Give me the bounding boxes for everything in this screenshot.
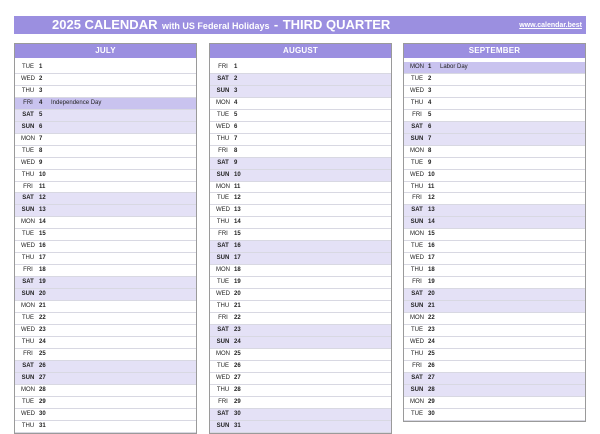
day-number: 22 bbox=[428, 315, 435, 322]
weekday-label: FRI bbox=[412, 279, 422, 286]
day-row bbox=[210, 98, 391, 110]
day-number: 2 bbox=[39, 75, 43, 82]
weekday-label: WED bbox=[21, 326, 35, 333]
weekday-label: MON bbox=[410, 315, 424, 322]
day-row bbox=[15, 421, 196, 433]
weekday-label: SAT bbox=[22, 111, 34, 118]
day-number: 30 bbox=[234, 410, 241, 417]
weekday-label: SAT bbox=[22, 195, 34, 202]
day-number: 17 bbox=[428, 255, 435, 262]
day-row bbox=[15, 301, 196, 313]
day-number: 12 bbox=[234, 195, 241, 202]
weekday-label: SUN bbox=[216, 422, 230, 429]
weekday-label: SAT bbox=[22, 279, 34, 286]
day-row bbox=[210, 134, 391, 146]
day-row bbox=[210, 289, 391, 301]
weekday-label: MON bbox=[410, 147, 424, 154]
day-number: 11 bbox=[428, 183, 435, 190]
day-row bbox=[15, 373, 196, 385]
holiday-row bbox=[404, 62, 585, 74]
month-column-august bbox=[209, 43, 392, 434]
day-number: 15 bbox=[39, 231, 46, 238]
day-number: 11 bbox=[234, 183, 241, 190]
day-row bbox=[15, 122, 196, 134]
day-row bbox=[15, 325, 196, 337]
weekday-label: MON bbox=[21, 219, 35, 226]
month-column-july bbox=[14, 43, 197, 434]
day-number: 19 bbox=[39, 279, 46, 286]
weekday-label: MON bbox=[410, 398, 424, 405]
day-number: 11 bbox=[39, 183, 46, 190]
weekday-label: SUN bbox=[216, 255, 230, 262]
day-number: 25 bbox=[234, 350, 241, 357]
weekday-label: TUE bbox=[217, 362, 229, 369]
weekday-label: SAT bbox=[411, 374, 423, 381]
day-list bbox=[210, 62, 391, 433]
day-row bbox=[210, 421, 391, 433]
day-number: 1 bbox=[428, 64, 432, 70]
weekday-label: FRI bbox=[218, 398, 228, 405]
weekday-label: TUE bbox=[411, 159, 423, 166]
weekday-label: THU bbox=[216, 386, 230, 393]
weekday-label: MON bbox=[216, 350, 230, 357]
day-row bbox=[404, 385, 585, 397]
day-row bbox=[210, 409, 391, 421]
day-number: 29 bbox=[234, 398, 241, 405]
day-row bbox=[15, 193, 196, 205]
month-header: JULY bbox=[15, 44, 196, 58]
day-number: 25 bbox=[39, 350, 46, 357]
day-number: 17 bbox=[39, 255, 46, 262]
day-number: 23 bbox=[234, 326, 241, 333]
day-row bbox=[210, 373, 391, 385]
weekday-label: WED bbox=[216, 291, 230, 298]
year-title: 2025 CALENDAR bbox=[52, 17, 158, 32]
day-row bbox=[210, 301, 391, 313]
day-row bbox=[404, 397, 585, 409]
day-number: 8 bbox=[428, 147, 432, 154]
day-number: 18 bbox=[428, 267, 435, 274]
weekday-label: TUE bbox=[217, 111, 229, 118]
day-number: 27 bbox=[234, 374, 241, 381]
day-row bbox=[15, 289, 196, 301]
day-row bbox=[404, 74, 585, 86]
month-header: AUGUST bbox=[210, 44, 391, 58]
day-row bbox=[404, 170, 585, 182]
day-number: 10 bbox=[428, 171, 435, 178]
day-number: 27 bbox=[428, 374, 435, 381]
day-row bbox=[15, 62, 196, 74]
day-number: 9 bbox=[39, 159, 43, 166]
day-row bbox=[15, 158, 196, 170]
day-number: 22 bbox=[39, 315, 46, 322]
day-number: 13 bbox=[39, 207, 46, 214]
weekday-label: WED bbox=[21, 159, 35, 166]
weekday-label: TUE bbox=[217, 195, 229, 202]
day-number: 27 bbox=[39, 374, 46, 381]
day-row bbox=[404, 289, 585, 301]
day-number: 6 bbox=[428, 123, 432, 130]
day-number: 2 bbox=[234, 75, 238, 82]
weekday-label: FRI bbox=[23, 183, 33, 190]
day-row bbox=[404, 217, 585, 229]
day-row bbox=[404, 98, 585, 110]
weekday-label: FRI bbox=[218, 231, 228, 238]
weekday-label: WED bbox=[21, 243, 35, 250]
weekday-label: THU bbox=[21, 422, 35, 429]
weekday-label: SAT bbox=[411, 207, 423, 214]
day-number: 15 bbox=[234, 231, 241, 238]
day-list bbox=[15, 62, 196, 433]
day-row bbox=[404, 253, 585, 265]
day-number: 15 bbox=[428, 231, 435, 238]
weekday-label: SUN bbox=[410, 135, 424, 142]
day-row bbox=[15, 170, 196, 182]
day-row bbox=[210, 86, 391, 98]
day-number: 18 bbox=[39, 267, 46, 274]
day-number: 26 bbox=[39, 362, 46, 369]
day-number: 14 bbox=[39, 219, 46, 226]
day-row bbox=[404, 134, 585, 146]
day-number: 8 bbox=[234, 147, 238, 154]
day-row bbox=[210, 397, 391, 409]
day-number: 4 bbox=[234, 99, 238, 106]
weekday-label: TUE bbox=[411, 243, 423, 250]
weekday-label: SAT bbox=[217, 75, 229, 82]
day-row bbox=[404, 193, 585, 205]
weekday-label: SAT bbox=[411, 291, 423, 298]
day-row bbox=[404, 325, 585, 337]
weekday-label: WED bbox=[410, 171, 424, 178]
header-banner bbox=[14, 16, 586, 34]
day-row bbox=[210, 170, 391, 182]
day-row bbox=[15, 385, 196, 397]
weekday-label: SAT bbox=[411, 123, 423, 130]
weekday-label: MON bbox=[410, 231, 424, 238]
weekday-label: THU bbox=[21, 87, 35, 94]
day-row bbox=[404, 241, 585, 253]
day-number: 5 bbox=[39, 111, 43, 118]
weekday-label: SAT bbox=[217, 159, 229, 166]
day-row bbox=[15, 146, 196, 158]
weekday-label: SUN bbox=[21, 207, 35, 214]
weekday-label: THU bbox=[216, 219, 230, 226]
day-number: 28 bbox=[39, 386, 46, 393]
day-number: 20 bbox=[428, 291, 435, 298]
weekday-label: SAT bbox=[22, 362, 34, 369]
day-number: 16 bbox=[234, 243, 241, 250]
weekday-label: SUN bbox=[410, 303, 424, 310]
day-row bbox=[15, 361, 196, 373]
day-number: 23 bbox=[39, 326, 46, 333]
weekday-label: MON bbox=[216, 267, 230, 274]
weekday-label: THU bbox=[216, 135, 230, 142]
day-row bbox=[404, 313, 585, 325]
day-row bbox=[15, 86, 196, 98]
day-number: 28 bbox=[234, 386, 241, 393]
quarter-title: THIRD QUARTER bbox=[282, 17, 391, 32]
weekday-label: MON bbox=[21, 135, 35, 142]
day-number: 19 bbox=[234, 279, 241, 286]
day-number: 9 bbox=[234, 159, 238, 166]
month-header: SEPTEMBER bbox=[404, 44, 585, 58]
weekday-label: TUE bbox=[22, 147, 34, 154]
day-row bbox=[15, 397, 196, 409]
weekday-label: WED bbox=[216, 374, 230, 381]
day-number: 6 bbox=[39, 123, 43, 130]
day-number: 2 bbox=[428, 75, 432, 82]
weekday-label: TUE bbox=[411, 326, 423, 333]
weekday-label: FRI bbox=[218, 315, 228, 322]
day-row bbox=[404, 265, 585, 277]
day-row bbox=[210, 241, 391, 253]
day-row bbox=[15, 265, 196, 277]
day-number: 29 bbox=[39, 398, 46, 405]
day-number: 13 bbox=[428, 207, 435, 214]
weekday-label: SUN bbox=[410, 219, 424, 226]
weekday-label: THU bbox=[410, 183, 424, 190]
day-row bbox=[210, 205, 391, 217]
day-number: 19 bbox=[428, 279, 435, 286]
holiday-row bbox=[15, 98, 196, 110]
day-row bbox=[404, 301, 585, 313]
day-row bbox=[15, 313, 196, 325]
day-row bbox=[210, 62, 391, 74]
day-number: 24 bbox=[234, 338, 241, 345]
day-row bbox=[404, 122, 585, 134]
weekday-label: WED bbox=[216, 123, 230, 130]
day-number: 17 bbox=[234, 255, 241, 262]
weekday-label: SUN bbox=[21, 291, 35, 298]
weekday-label: THU bbox=[410, 99, 424, 106]
day-row bbox=[404, 337, 585, 349]
weekday-label: TUE bbox=[411, 75, 423, 82]
day-number: 7 bbox=[39, 135, 43, 142]
weekday-label: SAT bbox=[217, 243, 229, 250]
page-title bbox=[52, 16, 390, 34]
holiday-name: Independence Day bbox=[51, 99, 102, 106]
day-row bbox=[210, 146, 391, 158]
day-number: 4 bbox=[428, 99, 432, 106]
day-row bbox=[210, 110, 391, 122]
weekday-label: WED bbox=[216, 207, 230, 214]
weekday-label: FRI bbox=[218, 147, 228, 154]
day-number: 23 bbox=[428, 326, 435, 333]
day-row bbox=[404, 349, 585, 361]
day-row bbox=[15, 253, 196, 265]
day-row bbox=[210, 361, 391, 373]
day-row bbox=[210, 265, 391, 277]
website-link[interactable]: www.calendar.best bbox=[519, 22, 582, 29]
day-number: 18 bbox=[234, 267, 241, 274]
day-number: 12 bbox=[428, 195, 435, 202]
day-row bbox=[210, 217, 391, 229]
day-row bbox=[15, 337, 196, 349]
day-row bbox=[15, 349, 196, 361]
day-number: 10 bbox=[234, 171, 241, 178]
weekday-label: SUN bbox=[21, 123, 35, 130]
day-number: 8 bbox=[39, 147, 43, 154]
weekday-label: WED bbox=[410, 338, 424, 345]
day-number: 24 bbox=[39, 338, 46, 345]
day-number: 12 bbox=[39, 195, 46, 202]
day-row bbox=[210, 74, 391, 86]
day-number: 29 bbox=[428, 398, 435, 405]
day-row bbox=[404, 158, 585, 170]
day-row bbox=[210, 122, 391, 134]
day-number: 10 bbox=[39, 171, 46, 178]
day-number: 20 bbox=[234, 291, 241, 298]
weekday-label: SUN bbox=[410, 386, 424, 393]
day-number: 7 bbox=[428, 135, 432, 142]
day-row bbox=[404, 205, 585, 217]
day-number: 20 bbox=[39, 291, 46, 298]
weekday-label: THU bbox=[216, 303, 230, 310]
weekday-label: THU bbox=[21, 338, 35, 345]
weekday-label: FRI bbox=[23, 267, 33, 274]
weekday-label: SUN bbox=[21, 374, 35, 381]
day-number: 21 bbox=[234, 303, 241, 310]
holidays-subtitle: with US Federal Holidays bbox=[161, 21, 270, 31]
weekday-label: TUE bbox=[217, 279, 229, 286]
day-row bbox=[404, 277, 585, 289]
day-number: 28 bbox=[428, 386, 435, 393]
weekday-label: THU bbox=[410, 350, 424, 357]
weekday-label: MON bbox=[410, 64, 424, 70]
weekday-label: TUE bbox=[22, 231, 34, 238]
weekday-label: FRI bbox=[218, 64, 228, 70]
day-number: 21 bbox=[428, 303, 435, 310]
weekday-label: MON bbox=[216, 183, 230, 190]
weekday-label: SUN bbox=[216, 87, 230, 94]
day-row bbox=[404, 409, 585, 421]
day-number: 5 bbox=[234, 111, 238, 118]
day-number: 31 bbox=[234, 422, 241, 429]
weekday-label: TUE bbox=[22, 64, 34, 70]
day-row bbox=[15, 74, 196, 86]
weekday-label: SUN bbox=[216, 338, 230, 345]
day-row bbox=[210, 253, 391, 265]
weekday-label: MON bbox=[21, 303, 35, 310]
weekday-label: THU bbox=[410, 267, 424, 274]
day-row bbox=[15, 182, 196, 194]
weekday-label: FRI bbox=[412, 362, 422, 369]
weekday-label: TUE bbox=[22, 315, 34, 322]
day-row bbox=[404, 110, 585, 122]
day-row bbox=[15, 205, 196, 217]
day-number: 24 bbox=[428, 338, 435, 345]
day-number: 13 bbox=[234, 207, 241, 214]
day-row bbox=[404, 86, 585, 98]
day-row bbox=[210, 385, 391, 397]
day-number: 30 bbox=[39, 410, 46, 417]
day-number: 26 bbox=[234, 362, 241, 369]
day-number: 3 bbox=[428, 87, 432, 94]
weekday-label: TUE bbox=[22, 398, 34, 405]
weekday-label: WED bbox=[410, 255, 424, 262]
weekday-label: MON bbox=[21, 386, 35, 393]
day-number: 16 bbox=[39, 243, 46, 250]
day-row bbox=[15, 277, 196, 289]
day-row bbox=[404, 361, 585, 373]
day-number: 3 bbox=[39, 87, 43, 94]
day-number: 14 bbox=[428, 219, 435, 226]
day-row bbox=[15, 217, 196, 229]
day-row bbox=[210, 193, 391, 205]
day-number: 7 bbox=[234, 135, 238, 142]
weekday-label: FRI bbox=[23, 99, 33, 106]
day-number: 9 bbox=[428, 159, 432, 166]
weekday-label: SAT bbox=[217, 326, 229, 333]
weekday-label: SUN bbox=[216, 171, 230, 178]
day-number: 14 bbox=[234, 219, 241, 226]
day-number: 1 bbox=[234, 64, 238, 70]
weekday-label: THU bbox=[21, 255, 35, 262]
holiday-name: Labor Day bbox=[440, 64, 468, 70]
day-number: 26 bbox=[428, 362, 435, 369]
weekday-label: FRI bbox=[412, 111, 422, 118]
day-row bbox=[210, 277, 391, 289]
weekday-label: TUE bbox=[411, 410, 423, 417]
month-column-september bbox=[403, 43, 586, 422]
day-row bbox=[15, 110, 196, 122]
day-row bbox=[404, 182, 585, 194]
day-row bbox=[210, 158, 391, 170]
day-number: 31 bbox=[39, 422, 46, 429]
weekday-label: SAT bbox=[217, 410, 229, 417]
weekday-label: MON bbox=[216, 99, 230, 106]
day-number: 1 bbox=[39, 64, 43, 70]
day-number: 21 bbox=[39, 303, 46, 310]
day-number: 4 bbox=[39, 99, 43, 106]
title-separator: - bbox=[273, 17, 279, 32]
day-list bbox=[404, 62, 585, 421]
day-row bbox=[210, 182, 391, 194]
weekday-label: WED bbox=[21, 410, 35, 417]
day-row bbox=[404, 146, 585, 158]
weekday-label: THU bbox=[21, 171, 35, 178]
weekday-label: WED bbox=[21, 75, 35, 82]
weekday-label: WED bbox=[410, 87, 424, 94]
day-row bbox=[210, 337, 391, 349]
day-row bbox=[15, 409, 196, 421]
day-row bbox=[210, 325, 391, 337]
day-row bbox=[15, 241, 196, 253]
day-number: 22 bbox=[234, 315, 241, 322]
day-row bbox=[15, 134, 196, 146]
day-row bbox=[210, 313, 391, 325]
weekday-label: FRI bbox=[23, 350, 33, 357]
day-number: 16 bbox=[428, 243, 435, 250]
day-number: 6 bbox=[234, 123, 238, 130]
day-row bbox=[404, 373, 585, 385]
day-row bbox=[15, 229, 196, 241]
day-number: 25 bbox=[428, 350, 435, 357]
day-number: 3 bbox=[234, 87, 238, 94]
day-row bbox=[404, 229, 585, 241]
day-number: 30 bbox=[428, 410, 435, 417]
day-row bbox=[210, 349, 391, 361]
weekday-label: FRI bbox=[412, 195, 422, 202]
day-row bbox=[210, 229, 391, 241]
day-number: 5 bbox=[428, 111, 432, 118]
